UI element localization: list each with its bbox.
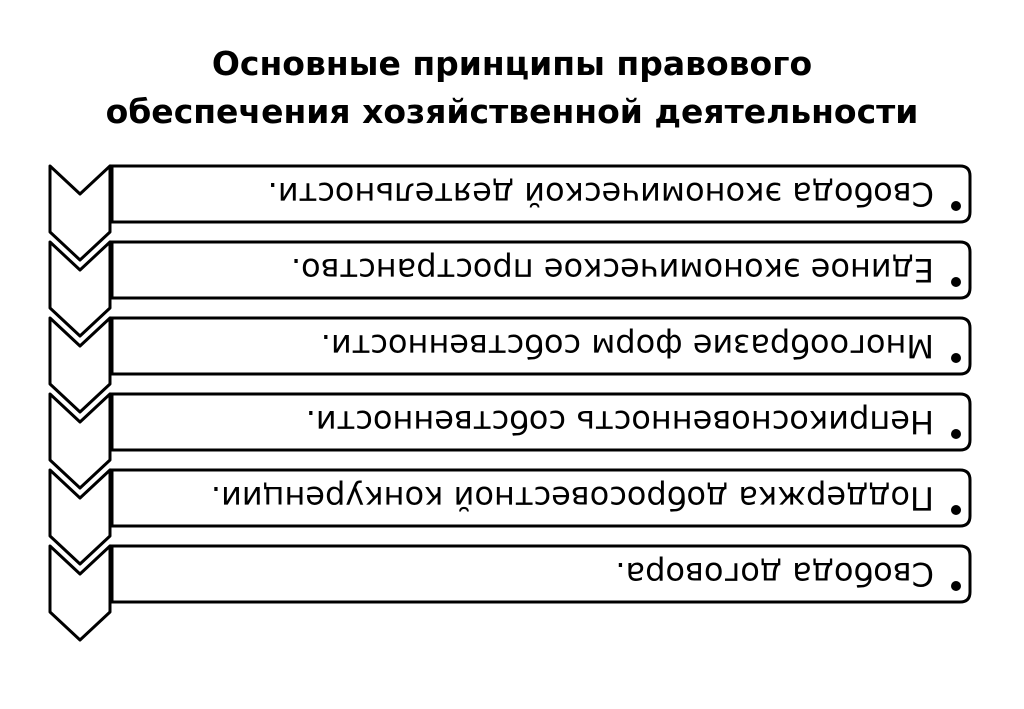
- principle-label: Неприкосновенность собственности.: [305, 403, 934, 441]
- title-line-1: Основные принципы правового: [211, 44, 813, 83]
- principle-flipped-content: [291, 251, 961, 289]
- principle-label: Свобода экономической деятельности.: [267, 175, 934, 213]
- principle-label: Единое экономическое пространство.: [290, 251, 934, 289]
- principle-flipped-content: [211, 479, 961, 517]
- bullet-icon: [951, 429, 961, 439]
- title-line-2: обеспечения хозяйственной деятельности: [105, 92, 919, 131]
- principle-flipped-content: [321, 327, 961, 365]
- bullet-icon: [951, 505, 961, 515]
- bullet-icon: [951, 277, 961, 287]
- bullet-icon: [951, 201, 961, 211]
- principle-flipped-content: [268, 175, 961, 213]
- principle-label: Поддержка добросовестной конкуренции.: [210, 479, 934, 517]
- principle-label: Многообразие форм собственности.: [320, 327, 934, 365]
- bullet-icon: [951, 581, 961, 591]
- principle-flipped-content: [306, 403, 961, 441]
- bullet-icon: [951, 353, 961, 363]
- principle-row: [50, 546, 970, 640]
- chevron-arrow-icon: [50, 166, 110, 260]
- principle-label: Свобода договора.: [615, 555, 934, 593]
- principle-flipped-content: [615, 555, 961, 593]
